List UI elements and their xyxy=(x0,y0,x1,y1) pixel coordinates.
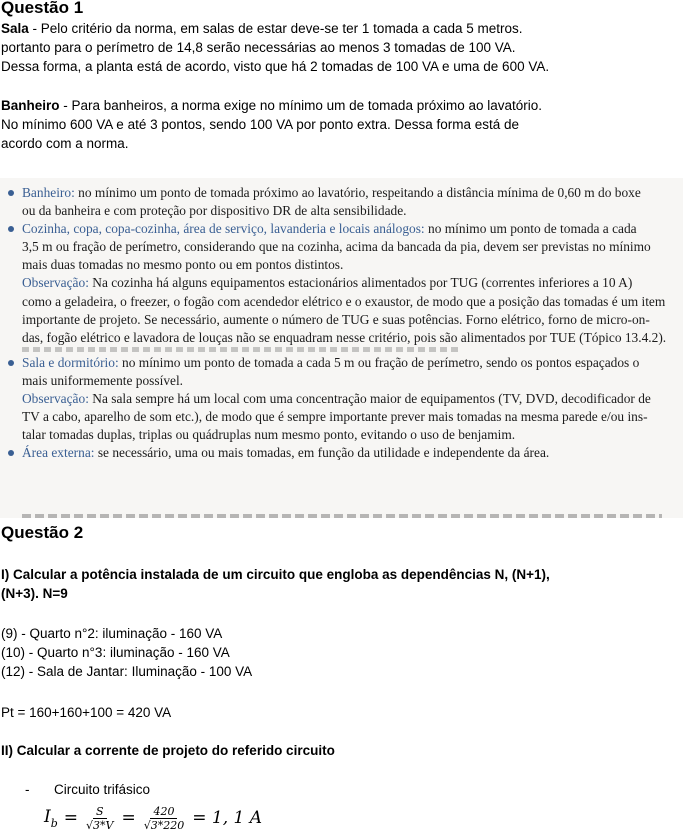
bullet-icon xyxy=(8,450,14,456)
banheiro-line-3: acordo com a norma. xyxy=(1,136,129,151)
question-1-answer-banheiro xyxy=(1,96,681,153)
part-1-heading-line-1: I) Calcular a potência instalada de um circuito que engloba as dependências N, (N+1), xyxy=(1,567,550,582)
list-item: (10) - Quarto n°3: iluminação - 160 VA xyxy=(1,645,230,660)
list-item: (12) - Sala de Jantar: Iluminação - 100 VA xyxy=(1,664,253,679)
formula-lhs: $I_b$ xyxy=(44,806,58,830)
sala-line-2: portanto para o perímetro de 14,8 serão necessárias ao menos 3 tomadas de 100 VA. xyxy=(1,40,516,55)
bullet-icon xyxy=(8,226,14,232)
scan-observation-sala: Observação: Na sala sempre há um local com uma concentração maior de equipamentos (TV, DVD, decodificador de TV a cabo, aparelho de som etc.), de modo que é sempre importante prever mais tomadas na mesma parede e/ou ins- talar tomadas duplas, triplas ou quádruplas num mesmo ponto, evitando o uso de benjamim. xyxy=(22,391,651,443)
formula-fraction-numeric: $\frac{420}{√3*220}$ xyxy=(143,804,185,832)
banheiro-line-2: No mínimo 600 VA e até 3 pontos, sendo 100 VA por ponto extra. Dessa forma está de xyxy=(1,117,520,132)
circuit-type-item xyxy=(25,780,150,799)
scan-bullet-banheiro: Banheiro: no mínimo um ponto de tomada próximo ao lavatório, respeitando a distância mínima de 0,60 m do boxe ou da banheira e com proteção por dispositivo DR de alta sensibilidade. xyxy=(0,184,683,220)
question-2-part-1 xyxy=(1,565,681,603)
circuit-type: Circuito trifásico xyxy=(54,782,151,797)
scan-cropped-line-bottom xyxy=(22,514,662,518)
scan-bullet-sala: Sala e dormitório: no mínimo um ponto de tomada a cada 5 m ou fração de perímetro, sendo os pontos espaçados o mais uniformemente possível. xyxy=(0,354,683,390)
dependencies-list xyxy=(1,624,681,681)
sala-label: Sala xyxy=(1,21,29,36)
current-formula xyxy=(44,800,262,836)
part-1-heading-line-2: (N+3). N=9 xyxy=(1,586,68,601)
question-2-part-2: II) Calcular a corrente de projeto do referido circuito xyxy=(1,743,335,758)
question-1-title: Questão 1 xyxy=(1,0,84,17)
scan-observation-cozinha: Observação: Na cozinha há alguns equipamentos estacionários alimentados por TUG (correntes inferiores a 10 A) como a geladeira, o freezer, o fogão com acendedor elétrico e o exaustor, de modo que a posição das tomadas é um item importante de projeto. Se necessário, aumente o número de TUG e suas potências. Forno elétrico, forno de micro-on- das, fogão elétrico e lavadora de louças não se enquadram nesse critério, pois são alimentados por TUE (Tópico 13.4.2). xyxy=(22,275,667,345)
sala-line-3: Dessa forma, a planta está de acordo, visto que há 2 tomadas de 100 VA e uma de 600 VA. xyxy=(1,59,550,74)
bullet-icon xyxy=(8,190,14,196)
scan-bullet-area-externa: Área externa: se necessário, uma ou mais tomadas, em função da utilidade e independente da área. xyxy=(0,444,683,462)
formula-equals-1: = xyxy=(63,808,79,828)
question-2-title: Questão 2 xyxy=(1,523,84,542)
scanned-norm-excerpt xyxy=(0,178,683,518)
banheiro-line-1: Banheiro - Para banheiros, a norma exige no mínimo um de tomada próximo ao lavatório. xyxy=(1,98,543,113)
installed-power-result: Pt = 160+160+100 = 420 VA xyxy=(1,705,172,720)
list-item: (9) - Quarto n°2: iluminação - 160 VA xyxy=(1,626,223,641)
formula-result: = 1, 1 A xyxy=(192,808,263,828)
question-1-answer-sala xyxy=(1,19,681,76)
scan-bullet-cozinha: Cozinha, copa, copa-cozinha, área de serviço, lavanderia e locais análogos: no mínimo um ponto de tomada a cada 3,5 m ou fração de perímetro, considerando que na cozinha, acima da bancada da pia, devem ser previstas no mínimo mais duas tomadas no mesmo ponto ou em pontos distintos. xyxy=(0,220,683,274)
sala-line-1: Sala - Pelo critério da norma, em salas de estar deve-se ter 1 tomada a cada 5 metros. xyxy=(1,21,523,36)
formula-fraction-symbolic: $\frac{S}{√3*V}$ xyxy=(86,804,114,832)
formula-equals-2: = xyxy=(121,808,136,828)
dash-marker: - xyxy=(25,782,30,797)
banheiro-label: Banheiro xyxy=(1,98,60,113)
scan-cropped-line xyxy=(22,347,462,352)
bullet-icon xyxy=(8,360,14,366)
